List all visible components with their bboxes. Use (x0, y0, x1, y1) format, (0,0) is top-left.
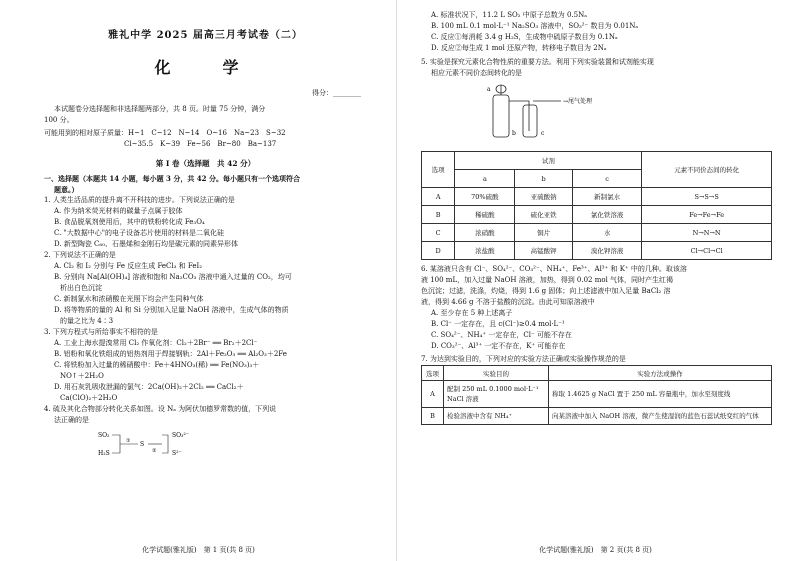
option: B. 分别向 Na[Al(OH)₄] 溶液和饱和 Na₂CO₃ 溶液中通入过量的 CO₂，均可 (54, 273, 292, 281)
cell: Cl→Cl→Cl (642, 242, 772, 260)
cell: A (422, 188, 455, 206)
cell: A (422, 381, 444, 408)
table-header: 选项 (422, 152, 455, 188)
so2-label: SO₂ (98, 432, 110, 439)
option-cont: NO↑＋2H₂O (60, 372, 104, 380)
page-footer: 化学试题(雅礼版) 第 2 页(共 8 页) (539, 546, 652, 554)
option: B. 铝粉和氧化铁组成的铝热剂用于焊接钢轨：2Al＋Fe₂O₃ ══ Al₂O₃＋2Fe (54, 350, 287, 358)
table-header: 选项 (422, 366, 444, 381)
step1-label: ① (126, 438, 131, 444)
question-2-stem: 2. 下列说法不正确的是 (44, 251, 116, 259)
section-desc: 题意。） (54, 185, 79, 194)
section-title: 第 Ⅰ 卷（选择题 共 42 分） (155, 159, 256, 168)
option: D. 反应②每生成 1 mol 还原产物，转移电子数目为 2Nₐ (431, 44, 607, 52)
option: D. 将等物质的量的 Al 和 Si 分别加入足量 NaOH 溶液中，生成气体的物质 (54, 306, 289, 314)
cell: 配制 250 mL 0.1000 mol·L⁻¹ NaCl 溶液 (444, 381, 549, 408)
question-6-stem: 色沉淀；过滤，洗涤，灼烧，得到 1.6 g 固体；向上述滤液中加入足量 BaCl₂ 溶 (421, 287, 671, 295)
question-7-table (421, 365, 772, 425)
sulfur-conversion-diagram (96, 428, 236, 458)
cell: 硫化亚铁 (515, 206, 572, 224)
section-desc: 一、选择题（本题共 14 小题，每小题 3 分，共 42 分。每小题只有一个选项符合 (44, 174, 300, 183)
cell: 氯化铁溶液 (572, 206, 641, 224)
cell: B (422, 408, 444, 425)
cell: S→S→S (642, 188, 772, 206)
cell: 浓硝酸 (455, 224, 515, 242)
question-4-stem: 法正确的是 (54, 416, 89, 424)
option: D. 用石灰乳吸收泄漏的氯气：2Ca(OH)₂＋2Cl₂ ══ CaCl₂＋ (54, 383, 244, 391)
question-5-stem: 5. 实验是探究元素化合物性质的重要方法。利用下列实验装置和试剂能实现 (421, 58, 654, 66)
s2-label: S²⁻ (172, 450, 182, 457)
option: C. 反应①每消耗 3.4 g H₂S，生成物中硫原子数目为 0.1Nₐ (431, 33, 618, 41)
question-1-stem: 1. 人类生活品质的提升离不开科技的进步。下列说法正确的是 (44, 196, 235, 204)
table-header: 试剂 (455, 152, 642, 170)
option: C. 新制氯水和浓硝酸在光照下均会产生同种气体 (54, 295, 204, 303)
label-a: a (487, 86, 491, 93)
cell: 称取 1.4625 g NaCl 置于 250 mL 容量瓶中，加水至刻度线 (549, 381, 772, 408)
question-6-stem: 6. 某溶液只含有 Cl⁻、SO₄²⁻、CO₃²⁻、NH₄⁺、Fe³⁺、Al³⁺ 和 K⁺ 中的几种。取该溶 (421, 265, 687, 273)
table-row (422, 188, 772, 206)
atomic-masses: Cl~35.5 K~39 Fe~56 Br~80 Ba~137 (124, 140, 277, 148)
flask (493, 95, 509, 137)
question-5-table (421, 151, 772, 260)
question-3-stem: 3. 下列方程式与所给事实不相符的是 (44, 328, 158, 336)
cell: 溴化钾溶液 (572, 242, 641, 260)
table-header: 实验目的 (444, 366, 549, 381)
cell: 向某溶液中加入 NaOH 溶液，微产生使湿润的蓝色石蕊试纸变红的气体 (549, 408, 772, 425)
question-7-stem: 7. 为达到实验目的，下列对应的实验方法正确或实验操作规范的是 (421, 355, 626, 363)
option: C. SO₄²⁻、NH₄⁺ 一定存在，Cl⁻ 可能不存在 (431, 331, 572, 339)
question-4-stem: 4. 硫及其化合物部分转化关系如图。设 Nₐ 为阿伏加德罗常数的值，下列说 (44, 405, 277, 413)
cell: 70%硫酸 (455, 188, 515, 206)
subject-title: 化 学 (154, 58, 257, 77)
table-subheader: c (572, 170, 641, 188)
table-row (422, 224, 772, 242)
option: A. Cl₂ 和 I₂ 分别与 Fe 反应生成 FeCl₃ 和 FeI₂ (54, 262, 203, 270)
cell: 新制氯水 (572, 188, 641, 206)
cell: N→N→N (642, 224, 772, 242)
cell: 铜片 (515, 224, 572, 242)
table-header: 元素不同价态间的转化 (642, 152, 772, 188)
cell: C (422, 224, 455, 242)
question-5-stem: 相应元素不同价态间转化的是 (431, 69, 522, 77)
cell: D (422, 242, 455, 260)
option-cont: 析出白色沉淀 (60, 284, 102, 292)
cell: 检验溶液中含有 NH₄⁺ (444, 408, 549, 425)
option-cont: 的量之比为 4∶3 (60, 317, 114, 325)
exhaust-label: →尾气处理 (563, 98, 593, 105)
table-row (422, 206, 772, 224)
option: A. 作为纳米荧光材料的碳量子点属于胶体 (54, 207, 183, 215)
page-footer: 化学试题(雅礼版) 第 1 页(共 8 页) (142, 546, 255, 554)
label-b: b (512, 130, 516, 137)
option: A. 标准状况下，11.2 L SO₂ 中原子总数为 0.5Nₐ (431, 11, 587, 19)
s-label: S (140, 441, 145, 448)
question-6-stem: 液，得到 4.66 g 不溶于盐酸的沉淀。由此可知原溶液中 (421, 298, 595, 306)
lab-apparatus-diagram (481, 81, 681, 143)
table-header: 实验方法或操作 (549, 366, 772, 381)
intro-line: 本试题卷分选择题和非选择题两部分，共 8 页。时量 75 分钟，满分 (54, 105, 266, 113)
table-row (422, 408, 772, 425)
score-label: 得分：________ (312, 89, 361, 97)
table-row (422, 381, 772, 408)
step2-label: ② (152, 448, 157, 454)
exam-title: 雅礼中学 2025 届高三月考试卷（二） (108, 30, 303, 41)
test-tube (523, 105, 537, 137)
option: C. 将铁粉加入过量的稀硝酸中：Fe＋4HNO₃(稀) ══ Fe(NO₃)₃＋ (54, 361, 260, 369)
cell: 水 (572, 224, 641, 242)
label-c: c (541, 130, 545, 137)
atomic-masses: 可能用到的相对原子质量：H~1 C~12 N~14 O~16 Na~23 S~32 (44, 129, 286, 137)
cell: Fe→Fe→Fe (642, 206, 772, 224)
bracket-line (162, 435, 168, 453)
option: A. 至少存在 5 种上述离子 (431, 309, 513, 317)
cell: 稀硫酸 (455, 206, 515, 224)
option: B. 食品脱氧剂使用后，其中的铁粉转化成 Fe₃O₄ (54, 218, 205, 226)
h2s-label: H₂S (98, 450, 110, 457)
option: B. 100 mL 0.1 mol·L⁻¹ Na₂SO₃ 溶液中，SO₃²⁻ 数目为 0.01Nₐ (431, 22, 639, 30)
intro-line: 100 分。 (44, 116, 74, 124)
bracket-line (112, 435, 120, 453)
cell: 浓盐酸 (455, 242, 515, 260)
cell: B (422, 206, 455, 224)
question-6-stem: 液 100 mL，加入过量 NaOH 溶液，加热，得到 0.02 mol 气体，同时产生红褐 (421, 276, 674, 284)
table-row (422, 242, 772, 260)
so3-label: SO₃²⁻ (172, 432, 190, 439)
cell: 亚硫酸钠 (515, 188, 572, 206)
delivery-tube (509, 101, 529, 131)
table-subheader: b (515, 170, 572, 188)
page-2 (397, 0, 794, 561)
option-cont: Ca(ClO)₂＋2H₂O (60, 394, 118, 402)
option: A. 工业上海水提溴常用 Cl₂ 作氧化剂：Cl₂＋2Br⁻ ══ Br₂＋2Cl⁻ (54, 339, 258, 347)
option: C. "大数据中心"的电子设备芯片使用的材料是二氧化硅 (54, 229, 224, 237)
option: D. CO₃²⁻、Al³⁺ 一定不存在，K⁺ 可能存在 (431, 342, 566, 350)
cell: 高锰酸钾 (515, 242, 572, 260)
table-subheader: a (455, 170, 515, 188)
option: B. Cl⁻ 一定存在，且 c(Cl⁻)≥0.4 mol·L⁻¹ (431, 320, 565, 328)
option: D. 新型陶瓷 C₆₀、石墨烯和金刚石均是碳元素的同素异形体 (54, 240, 239, 248)
